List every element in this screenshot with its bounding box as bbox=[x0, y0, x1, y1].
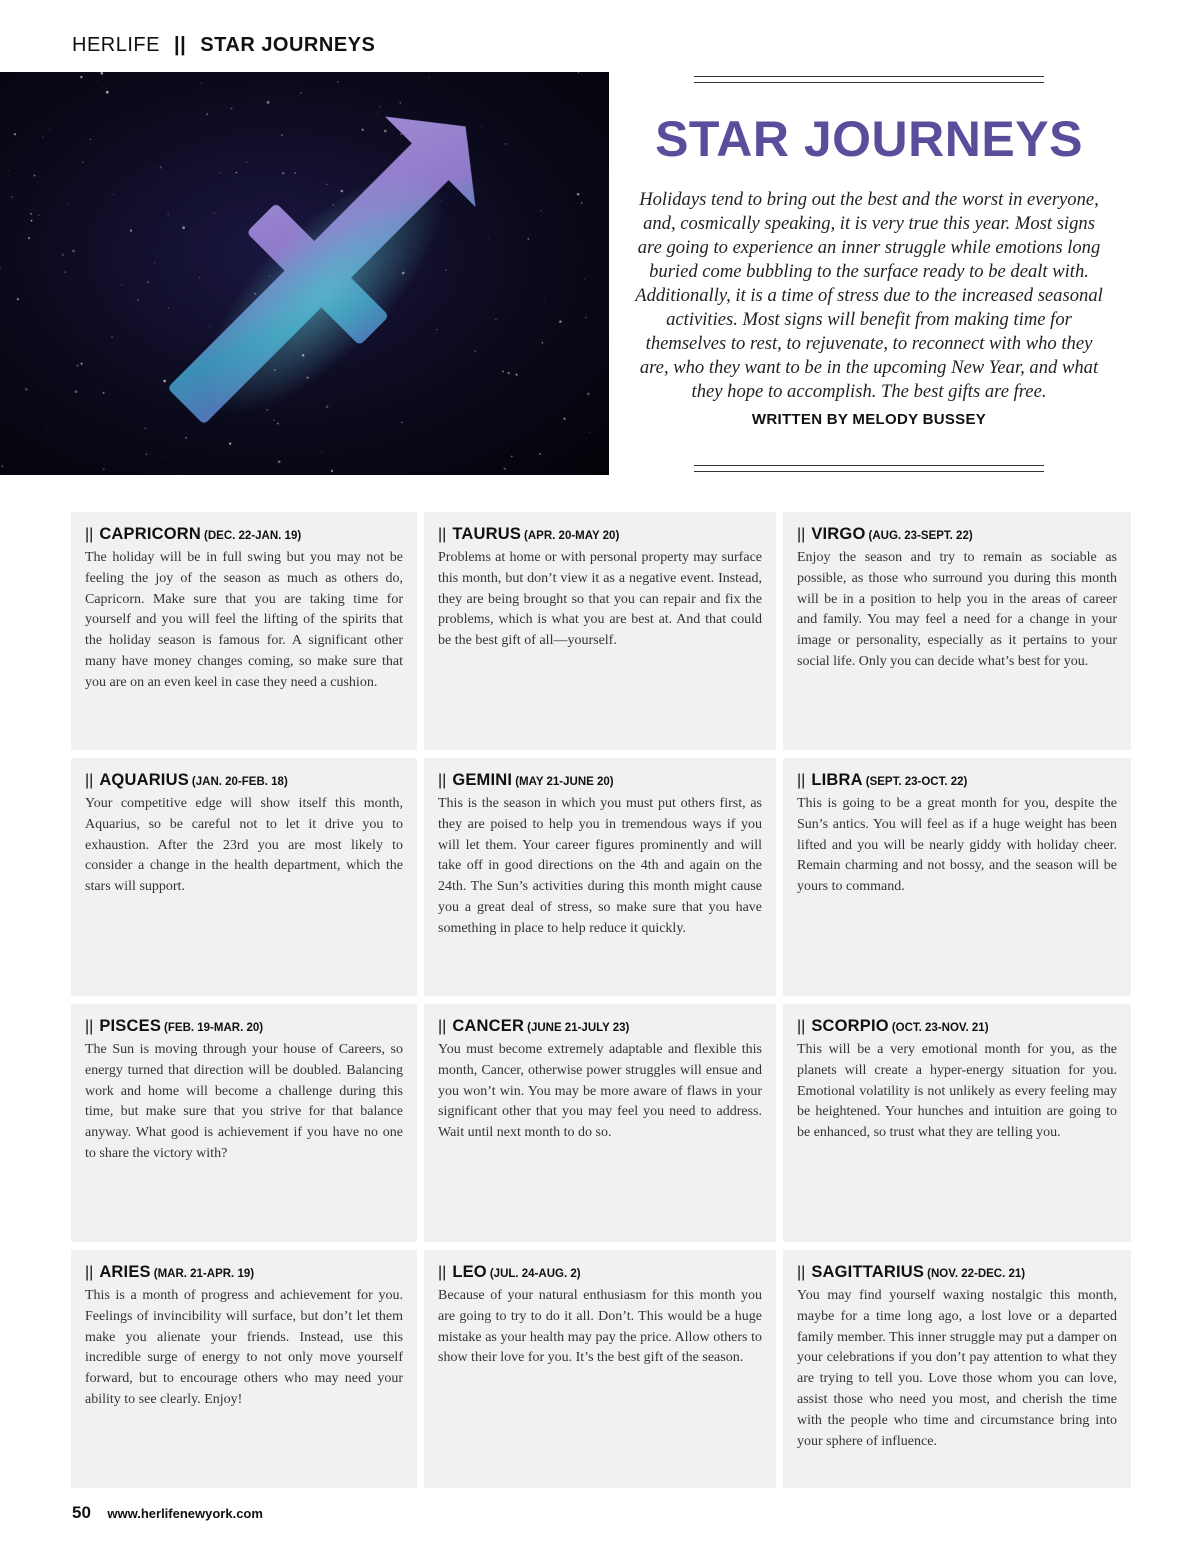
running-head-separator: || bbox=[174, 34, 187, 56]
sign-card-taurus bbox=[424, 512, 776, 750]
star-dot bbox=[103, 392, 105, 394]
running-head-section: STAR JOURNEYS bbox=[200, 34, 376, 56]
sign-heading bbox=[85, 1016, 403, 1038]
star-dot bbox=[474, 351, 475, 352]
sign-card-leo bbox=[424, 1250, 776, 1488]
star-dot bbox=[495, 319, 497, 321]
star-dot bbox=[246, 161, 248, 163]
sign-name: ARIES bbox=[99, 1263, 151, 1281]
star-dot bbox=[585, 317, 587, 319]
intro-text: Holidays tend to bring out the best and the worst in everyone, and, cosmically speaking, it is very true this year. Most signs are going to experience an inner struggle while emotions long buried come bubbling to the surface ready to be dealt with. Additionally, it is a time of stress due to the increased seasonal activities. Most signs will benefit from making time for themselves to rest, to rejuvenate, to reconnect with who they are, who they want to be in the upcoming New Year, and what they hope to accomplish. The best gifts are free. bbox=[635, 189, 1103, 402]
star-dot bbox=[540, 210, 541, 211]
star-dot bbox=[242, 186, 243, 187]
sign-card-gemini bbox=[424, 758, 776, 996]
star-dot bbox=[103, 468, 105, 470]
section-marker: || bbox=[797, 1264, 806, 1281]
sign-card-virgo bbox=[783, 512, 1131, 750]
section-marker: || bbox=[797, 772, 806, 789]
sign-card-capricorn bbox=[71, 512, 417, 750]
sign-card-sagittarius bbox=[783, 1250, 1131, 1488]
star-dot bbox=[511, 456, 513, 458]
sign-text: Problems at home or with personal property may surface this month, but don’t view it as a negative event. Instead, they are being brought so that you can repair and fix the problems, which is what you are best at. And that could be the best gift of all—yourself. bbox=[438, 550, 762, 649]
star-dot bbox=[80, 76, 82, 78]
star-dot bbox=[102, 87, 103, 88]
running-head bbox=[72, 34, 375, 57]
star-dot bbox=[578, 72, 580, 73]
star-dot bbox=[168, 307, 169, 308]
sign-dates: (OCT. 23-NOV. 21) bbox=[891, 1022, 989, 1034]
star-dot bbox=[179, 474, 180, 475]
star-dot bbox=[219, 172, 220, 173]
sign-name: GEMINI bbox=[452, 771, 513, 789]
star-dot bbox=[563, 417, 565, 419]
star-dot bbox=[90, 139, 91, 140]
star-dot bbox=[587, 392, 590, 395]
sign-card-aquarius bbox=[71, 758, 417, 996]
star-dot bbox=[121, 284, 123, 286]
sign-text: You may find yourself waxing nostalgic this month, maybe for a time long ago, a lost love or a departed family member. This inner struggle may put a damper on your celebrations if you don’t pay attention to what they are trying to tell you. Love those whom you can love, assist those who need you most, and cherish the time with the people who time and circumstance bring into your sphere of influence. bbox=[797, 1288, 1117, 1449]
sign-heading bbox=[797, 770, 1117, 792]
star-dot bbox=[146, 454, 147, 455]
sign-heading bbox=[438, 1262, 762, 1284]
sign-heading bbox=[438, 770, 762, 792]
star-dot bbox=[508, 372, 510, 374]
sign-card-libra bbox=[783, 758, 1131, 996]
sign-dates: (APR. 20-MAY 20) bbox=[524, 530, 620, 542]
sign-dates: (JUL. 24-AUG. 2) bbox=[489, 1268, 581, 1280]
section-marker: || bbox=[85, 1264, 94, 1281]
sign-dates: (DEC. 22-JAN. 19) bbox=[204, 530, 302, 542]
star-dot bbox=[236, 172, 237, 173]
star-dot bbox=[76, 364, 79, 367]
star-dot bbox=[481, 127, 482, 128]
star-dot bbox=[398, 75, 399, 76]
sign-text: Because of your natural enthusiasm for this month you are going to try to do it all. Don’t. This would be a huge mistake as your health may pay the price. Allow others to show their love for you. It’s the best gift of the season. bbox=[438, 1288, 762, 1366]
sign-text: This is the season in which you must put others first, as they are poised to help you in tremendous ways if you will let them. Your career figures prominently and will take off in good directions on the 4th and again on the 24th. The Sun’s activities during this month might cause you a great deal of stress, so make sure that you have something in place to help reduce it quickly. bbox=[438, 796, 762, 936]
star-dot bbox=[72, 250, 75, 253]
title-rule-bottom bbox=[694, 465, 1044, 472]
sign-name: CAPRICORN bbox=[99, 525, 202, 543]
star-dot bbox=[0, 267, 1, 269]
star-dot bbox=[42, 137, 43, 138]
star-dot bbox=[167, 213, 169, 215]
star-dot bbox=[31, 220, 33, 222]
sign-card-scorpio bbox=[783, 1004, 1131, 1242]
sagittarius-hero-image bbox=[0, 72, 609, 475]
star-dot bbox=[445, 270, 446, 271]
star-dot bbox=[34, 175, 36, 177]
sign-dates: (JUNE 21-JULY 23) bbox=[527, 1022, 630, 1034]
star-dot bbox=[214, 213, 215, 214]
page-number: 50 bbox=[72, 1503, 91, 1522]
sign-text: This will be a very emotional month for you, as the planets will create a hyper-energy situation for you. Emotional volatility is not unlikely as every feeling may be heightened. Your hunches and intuition are going to be enhanced, so trust what they are telling you. bbox=[797, 1042, 1117, 1141]
sign-dates: (NOV. 22-DEC. 21) bbox=[927, 1268, 1026, 1280]
star-dot bbox=[81, 363, 83, 365]
title-rule-top bbox=[694, 76, 1044, 83]
website-link[interactable]: www.herlifenewyork.com bbox=[107, 1506, 263, 1521]
sagittarius-symbol-icon bbox=[0, 72, 609, 475]
sign-name: SCORPIO bbox=[811, 1017, 889, 1035]
horoscope-grid bbox=[71, 512, 1131, 1488]
sign-text: This is going to be a great month for you, despite the Sun’s antics. You will feel as if a huge weight has been lifted and you will be nearly giddy with holiday cheer. Remain charming and not bossy, and the season will be yours to command. bbox=[797, 796, 1117, 895]
star-dot bbox=[436, 329, 437, 330]
star-dot bbox=[75, 390, 78, 393]
star-dot bbox=[14, 133, 16, 135]
sign-card-cancer bbox=[424, 1004, 776, 1242]
star-dot bbox=[30, 213, 32, 215]
star-dot bbox=[488, 238, 489, 239]
sign-name: PISCES bbox=[99, 1017, 162, 1035]
star-dot bbox=[503, 467, 505, 469]
sign-name: LIBRA bbox=[811, 771, 863, 789]
star-dot bbox=[206, 113, 208, 115]
star-dot bbox=[542, 342, 544, 344]
sign-heading bbox=[85, 524, 403, 546]
star-dot bbox=[294, 172, 296, 174]
sign-name: CANCER bbox=[452, 1017, 525, 1035]
star-dot bbox=[162, 457, 163, 458]
sign-dates: (FEB. 19-MAR. 20) bbox=[164, 1022, 264, 1034]
sign-text: This is a month of progress and achievement for you. Feelings of invincibility will surface, but don’t let them make you alienate your friends. Instead, use this incredible surge of energy to not only move yourself forward, but to encourage others who may need your ability to see clearly. Enjoy! bbox=[85, 1288, 403, 1407]
sign-card-aries bbox=[71, 1250, 417, 1488]
star-dot bbox=[502, 371, 504, 373]
star-dot bbox=[130, 229, 132, 231]
star-dot bbox=[47, 427, 48, 428]
star-dot bbox=[154, 263, 155, 264]
sign-dates: (MAR. 21-APR. 19) bbox=[153, 1268, 255, 1280]
section-marker: || bbox=[438, 1018, 447, 1035]
page-title: STAR JOURNEYS bbox=[655, 111, 1083, 167]
sign-heading bbox=[797, 524, 1117, 546]
star-dot bbox=[64, 271, 66, 273]
sign-text: Your competitive edge will show itself this month, Aquarius, so be careful not to let it drive you to exhaustion. After the 23rd you are most likely to consider a change in the health department, which the stars will support. bbox=[85, 796, 403, 895]
star-dot bbox=[577, 193, 580, 196]
star-dot bbox=[111, 336, 112, 337]
star-dot bbox=[337, 81, 339, 83]
star-dot bbox=[281, 134, 283, 136]
star-dot bbox=[160, 166, 162, 168]
sign-text: The holiday will be in full swing but you may not be feeling the joy of the season as much as others do, Capricorn. Make sure that you are taking time for yourself and you will feel the lifting of the spirits that the holiday season is famous for. A significant other many have money changes coming, so make sure that you are on an even keel in case they need a cushion. bbox=[85, 550, 403, 690]
sign-name: AQUARIUS bbox=[99, 771, 189, 789]
star-dot bbox=[113, 194, 114, 195]
sign-name: SAGITTARIUS bbox=[811, 1263, 925, 1281]
star-dot bbox=[331, 470, 333, 472]
star-dot bbox=[106, 91, 109, 94]
sign-text: You must become extremely adaptable and flexible this month, Cancer, otherwise power struggles will ensue and you won’t win. You may be more aware of flaws in your significant other that you may feel you need to address. Wait until next month to do so. bbox=[438, 1042, 762, 1141]
star-dot bbox=[589, 431, 590, 432]
sign-dates: (MAY 21-JUNE 20) bbox=[515, 776, 614, 788]
star-dot bbox=[581, 202, 583, 204]
star-dot bbox=[28, 237, 30, 239]
star-dot bbox=[82, 161, 84, 163]
section-marker: || bbox=[438, 1264, 447, 1281]
star-dot bbox=[527, 238, 529, 240]
sign-heading bbox=[438, 524, 762, 546]
sign-heading bbox=[85, 1262, 403, 1284]
star-dot bbox=[544, 301, 545, 302]
sign-dates: (JAN. 20-FEB. 18) bbox=[191, 776, 288, 788]
star-dot bbox=[300, 92, 301, 93]
star-dot bbox=[326, 405, 329, 408]
running-head-brand: HERLIFE bbox=[72, 34, 160, 56]
sign-heading bbox=[85, 770, 403, 792]
star-dot bbox=[185, 437, 187, 439]
sign-dates: (SEPT. 23-OCT. 22) bbox=[865, 776, 968, 788]
star-dot bbox=[201, 83, 202, 84]
sign-text: The Sun is moving through your house of Careers, so energy turned that direction will be doubled. Balancing work and home will become a challenge during this time, but make sure that you strive for that balance anyway. What good is achievement if you have no one to share the victory with? bbox=[85, 1042, 403, 1161]
section-marker: || bbox=[438, 526, 447, 543]
section-marker: || bbox=[85, 1018, 94, 1035]
star-dot bbox=[282, 172, 285, 175]
star-dot bbox=[401, 422, 402, 423]
sign-text: Enjoy the season and try to remain as sociable as possible, as those who surround you during this month will be in a position to help you in the areas of career and family. You may feel a need for a change in your image or personality, especially as it pertains to your social life. Only you can decide what’s best for you. bbox=[797, 550, 1117, 669]
star-dot bbox=[17, 298, 19, 300]
star-dot bbox=[8, 170, 9, 171]
star-dot bbox=[321, 452, 322, 453]
sign-dates: (AUG. 23-SEPT. 22) bbox=[868, 530, 973, 542]
star-dot bbox=[267, 101, 270, 104]
star-dot bbox=[231, 108, 233, 110]
star-dot bbox=[49, 129, 50, 130]
star-dot bbox=[137, 299, 139, 301]
sign-card-pisces bbox=[71, 1004, 417, 1242]
star-dot bbox=[278, 460, 281, 463]
star-dot bbox=[505, 143, 507, 145]
section-marker: || bbox=[85, 772, 94, 789]
star-dot bbox=[62, 253, 64, 255]
sign-name: LEO bbox=[452, 1263, 487, 1281]
star-dot bbox=[144, 427, 146, 429]
sign-name: VIRGO bbox=[811, 525, 866, 543]
star-dot bbox=[68, 204, 69, 205]
section-marker: || bbox=[797, 526, 806, 543]
star-dot bbox=[100, 72, 103, 75]
page-footer bbox=[72, 1503, 263, 1523]
star-dot bbox=[516, 374, 518, 376]
star-dot bbox=[11, 196, 13, 198]
sign-name: TAURUS bbox=[452, 525, 522, 543]
star-dot bbox=[559, 320, 562, 323]
section-marker: || bbox=[85, 526, 94, 543]
star-dot bbox=[539, 453, 541, 455]
star-dot bbox=[182, 226, 185, 229]
star-dot bbox=[25, 388, 28, 391]
star-dot bbox=[584, 279, 585, 280]
star-dot bbox=[147, 281, 149, 283]
section-marker: || bbox=[797, 1018, 806, 1035]
star-dot bbox=[199, 277, 200, 278]
byline: WRITTEN BY MELODY BUSSEY bbox=[751, 411, 987, 428]
sign-heading bbox=[438, 1016, 762, 1038]
star-dot bbox=[1, 465, 3, 467]
star-dot bbox=[38, 215, 39, 216]
sign-heading bbox=[797, 1262, 1117, 1284]
sign-heading bbox=[797, 1016, 1117, 1038]
section-marker: || bbox=[438, 772, 447, 789]
star-dot bbox=[429, 77, 430, 78]
